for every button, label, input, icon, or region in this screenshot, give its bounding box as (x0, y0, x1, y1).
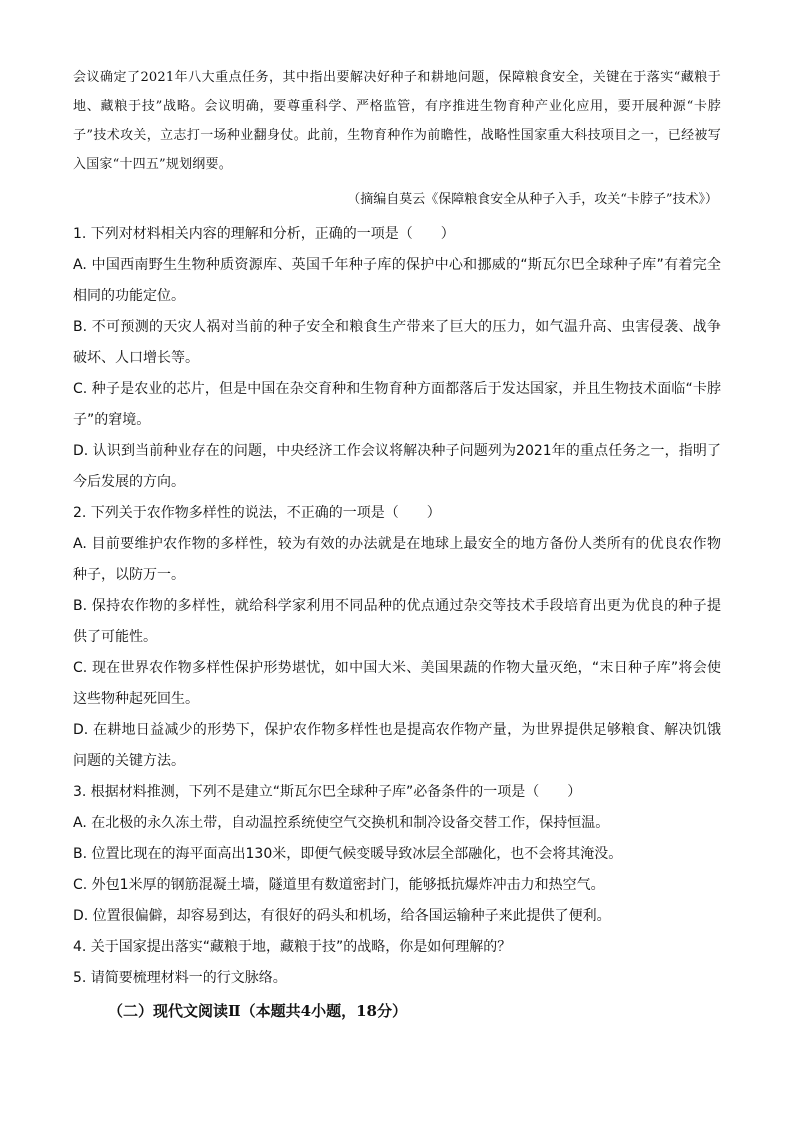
question-4-stem: 4. 关于国家提出落实“藏粮于地，藏粮于技”的战略，你是如何理解的？ (73, 939, 512, 955)
question-3-option-a: A. 在北极的永久冻土带，自动温控系统使空气交换机和制冷设备交替工作，保持恒温。 (73, 815, 610, 831)
question-2-option-a: A. 目前要维护农作物的多样性，较为有效的办法就是在地球上最安全的地方备份人类所有的优良农作物种子，以防万一。 (73, 536, 721, 583)
question-1-option-c: C. 种子是农业的芯片，但是中国在杂交育种和生物育种方面都落后于发达国家，并且生物技术面临“卡脖子”的窘境。 (73, 381, 721, 428)
question-2-option-d: D. 在耕地日益减少的形势下，保护农作物多样性也是提高农作物产量，为世界提供足够粮食、解决饥饿问题的关键方法。 (73, 722, 721, 769)
passage-text: 会议确定了2021年八大重点任务，其中指出要解决好种子和耕地问题，保障粮食安全，关键在于落实“藏粮于地、藏粮于技”战略。会议明确，要尊重科学、严格监管，有序推进生物育种产业化应用，要开展种源“卡脖子”技术攻关，立志打一场种业翻身仗。此前，生物育种作为前瞻性，战略性国家重大科技项目之一，已经被写入国家“十四五”规划纲要。 (73, 70, 721, 172)
question-3-stem: 3. 根据材料推测，下列不是建立“斯瓦尔巴全球种子库”必备条件的一项是（ ） (73, 784, 582, 800)
question-2-option-c: C. 现在世界农作物多样性保护形势堪忧，如中国大米、美国果蔬的作物大量灭绝，“末日种子库”将会使这些物种起死回生。 (73, 660, 721, 707)
question-2-option-b: B. 保持农作物的多样性，就给科学家利用不同品种的优点通过杂交等技术手段培育出更为优良的种子提供了可能性。 (73, 598, 721, 645)
passage-source: （摘编自莫云《保障粮食安全从种子入手，攻关“卡脖子”技术》） (347, 192, 718, 207)
question-3-option-d: D. 位置很偏僻，却容易到达，有很好的码头和机场，给各国运输种子来此提供了便利。 (73, 908, 611, 924)
question-1-option-b: B. 不可预测的天灾人祸对当前的种子安全和粮食生产带来了巨大的压力，如气温升高、虫害侵袭、战争破坏、人口增长等。 (73, 319, 721, 366)
question-5-stem: 5. 请简要梳理材料一的行文脉络。 (73, 970, 287, 986)
question-list (73, 219, 721, 994)
section-title: （二）现代文阅读Ⅱ（本题共4小题，18分） (108, 1002, 407, 1020)
question-1-option-a: A. 中国西南野生生物种质资源库、英国千年种子库的保护中心和挪威的“斯瓦尔巴全球种子库”有着完全相同的功能定位。 (73, 257, 721, 304)
question-3-option-b: B. 位置比现在的海平面高出130米，即便气候变暖导致冰层全部融化，也不会将其淹没。 (73, 846, 623, 862)
question-1-stem: 1. 下列对材料相关内容的理解和分析，正确的一项是（ ） (73, 226, 455, 242)
question-2-stem: 2. 下列关于农作物多样性的说法，不正确的一项是（ ） (73, 505, 441, 521)
question-3-option-c: C. 外包1米厚的钢筋混凝土墙，隧道里有数道密封门，能够抵抗爆炸冲击力和热空气。 (73, 877, 605, 893)
question-1-option-d: D. 认识到当前种业存在的问题，中央经济工作会议将解决种子问题列为2021年的重点任务之一，指明了今后发展的方向。 (73, 443, 721, 490)
